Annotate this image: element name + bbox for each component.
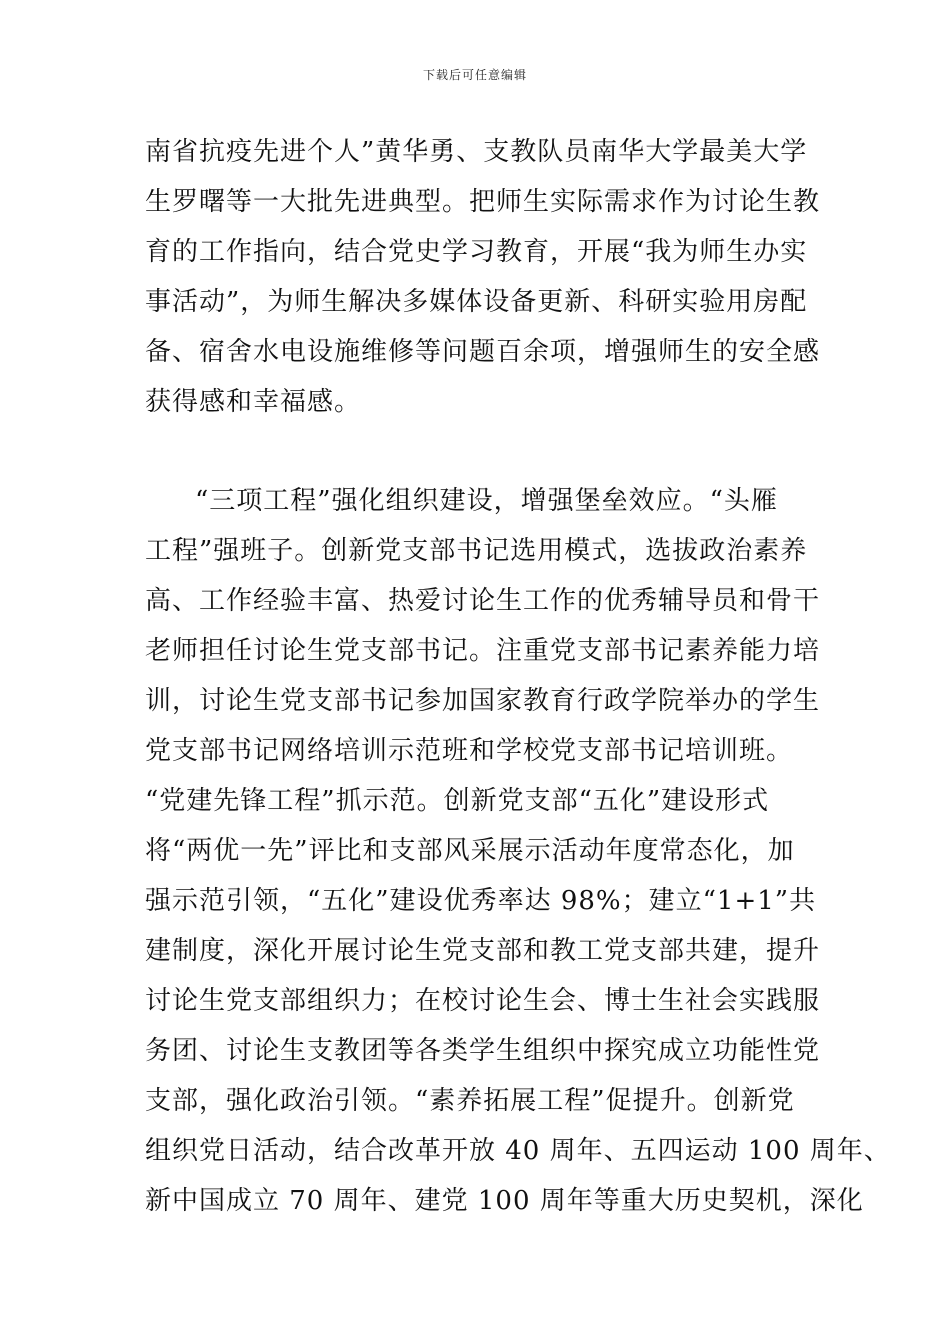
paragraph-2-line-15: 新中国成立 70 周年、建党 100 周年等重大历史契机，深化: [145, 1186, 864, 1216]
paragraph-1-line-2: 生罗曙等一大批先进典型。把师生实际需求作为讨论生教: [145, 187, 821, 217]
paragraph-2-line-12: 务团、讨论生支教团等各类学生组织中探究成立功能性党: [145, 1036, 821, 1066]
paragraph-1-line-5: 备、宿舍水电设施维修等问题百余项，增强师生的安全感: [145, 337, 821, 367]
paragraph-2-line-8: 将“两优一先”评比和支部风采展示活动年度常态化，加: [145, 836, 795, 866]
paragraph-2-line-1: “三项工程”强化组织建设，增强堡垒效应。“头雁: [195, 486, 778, 516]
paragraph-1-line-4: 事活动”，为师生解决多媒体设备更新、科研实验用房配: [145, 287, 808, 317]
paragraph-2-line-11: 讨论生党支部组织力；在校讨论生会、博士生社会实践服: [145, 986, 821, 1016]
paragraph-2-line-3: 高、工作经验丰富、热爱讨论生工作的优秀辅导员和骨干: [145, 586, 821, 616]
paragraph-1-line-3: 育的工作指向，结合党史学习教育，开展“我为师生办实: [145, 237, 808, 267]
paragraph-2-line-5: 训，讨论生党支部书记参加国家教育行政学院举办的学生: [145, 686, 821, 716]
paragraph-2-line-6: 党支部书记网络培训示范班和学校党支部书记培训班。: [145, 736, 794, 766]
paragraph-2-line-2: 工程”强班子。创新党支部书记选用模式，选拔政治素养: [145, 536, 808, 566]
paragraph-2-line-4: 老师担任讨论生党支部书记。注重党支部书记素养能力培: [145, 636, 821, 666]
paragraph-1-line-1: 南省抗疫先进个人”黄华勇、支教队员南华大学最美大学: [145, 137, 808, 167]
paragraph-2-line-7: “党建先锋工程”抓示范。创新党支部“五化”建设形式: [145, 786, 770, 816]
paragraph-2-line-13: 支部，强化政治引领。“素养拓展工程”促提升。创新党: [145, 1086, 795, 1116]
header-note: 下载后可任意编辑: [422, 68, 527, 82]
paragraph-1-line-6: 获得感和幸福感。: [145, 387, 362, 417]
paragraph-2-line-9: 强示范引领，“五化”建设优秀率达 98%；建立“1+1”共: [145, 886, 817, 916]
paragraph-2-line-14: 组织党日活动，结合改革开放 40 周年、五四运动 100 周年、: [145, 1136, 891, 1166]
paragraph-2-line-10: 建制度，深化开展讨论生党支部和教工党支部共建，提升: [145, 936, 821, 966]
